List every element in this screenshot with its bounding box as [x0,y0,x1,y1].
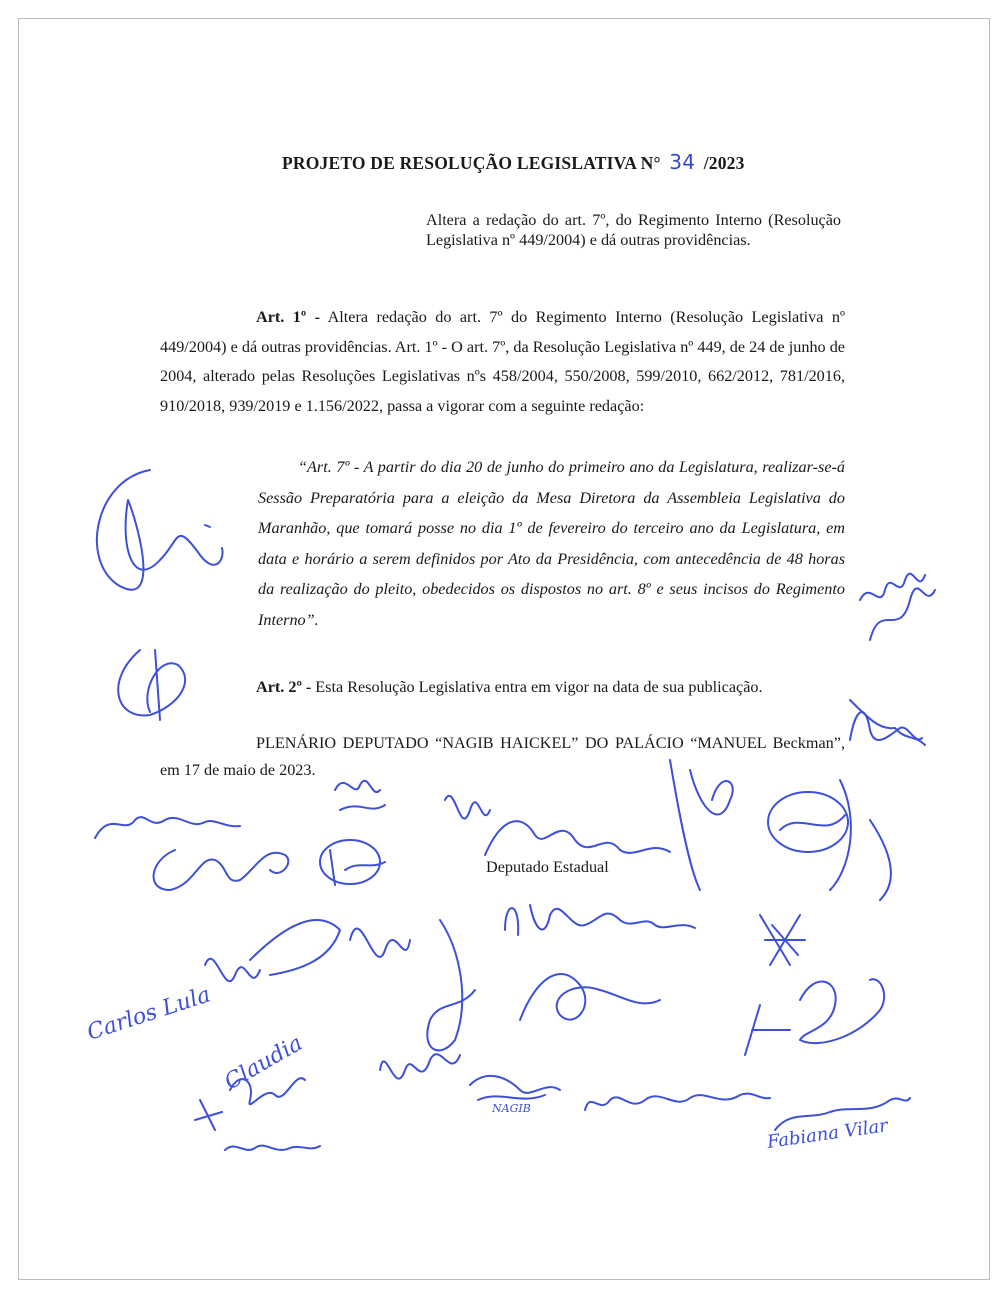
article-2-label: Art. 2º - [256,678,312,696]
document-title [282,150,745,174]
article-1-label: Art. 1º - [256,308,321,326]
article-2 [160,673,845,703]
page-frame [18,18,990,1280]
title-suffix: /2023 [703,153,745,173]
ementa: Altera a redação do art. 7º, do Regimento Interno (Resolução Legislativa nº 449/2004) e dá outras providências. [426,211,841,249]
handwritten-name-claudia: Claudia [220,1030,307,1096]
article-2-text: Esta Resolução Legislativa entra em vigor na data de sua publicação. [315,678,763,696]
handwritten-name-nagib: NAGIB [492,1102,531,1115]
title-number-handwritten: 34 [669,150,696,174]
title-prefix: PROJETO DE RESOLUÇÃO LEGISLATIVA N° [282,153,661,173]
quoted-article-7: “Art. 7º - A partir do dia 20 de junho do primeiro ano da Legislatura, realizar-se-á Sessão Preparatória para a eleição da Mesa Diretora da Assembleia Legislativa do Maranhão, que tomará posse no dia 1º de fevereiro do terceiro ano da Legislatura, em data e horário a serem definidos por Ato da Presidência, com antecedência de 48 horas da realização do pleito, obedecidos os dispostos no art. 8º e seus incisos do Regimento Interno”. [258,458,845,629]
article-1-text: Altera redação do art. 7º do Regimento Interno (Resolução Legislativa nº 449/2004) e dá outras providências. Art. 1º - O art. 7º, da Resolução Legislativa nº 449, de 24 de junho de 2004, alterado pelas Resoluções Legislativas nºs 458/2004, 550/2008, 599/2010, 662/2012, 781/2016, 910/2018, 939/2019 e 1.156/2022, passa a vigorar com a seguinte redação: [160,308,846,415]
signatory-role: Deputado Estadual [486,858,609,876]
handwritten-name-fabiana: Fabiana Vilar [765,1115,890,1153]
article-1 [160,303,845,421]
closing-place-date: PLENÁRIO DEPUTADO “NAGIB HAICKEL” DO PALÁCIO “MANUEL Beckman”, em 17 de maio de 2023. [160,734,845,779]
handwritten-name-carlos: Carlos Lula [84,982,214,1046]
